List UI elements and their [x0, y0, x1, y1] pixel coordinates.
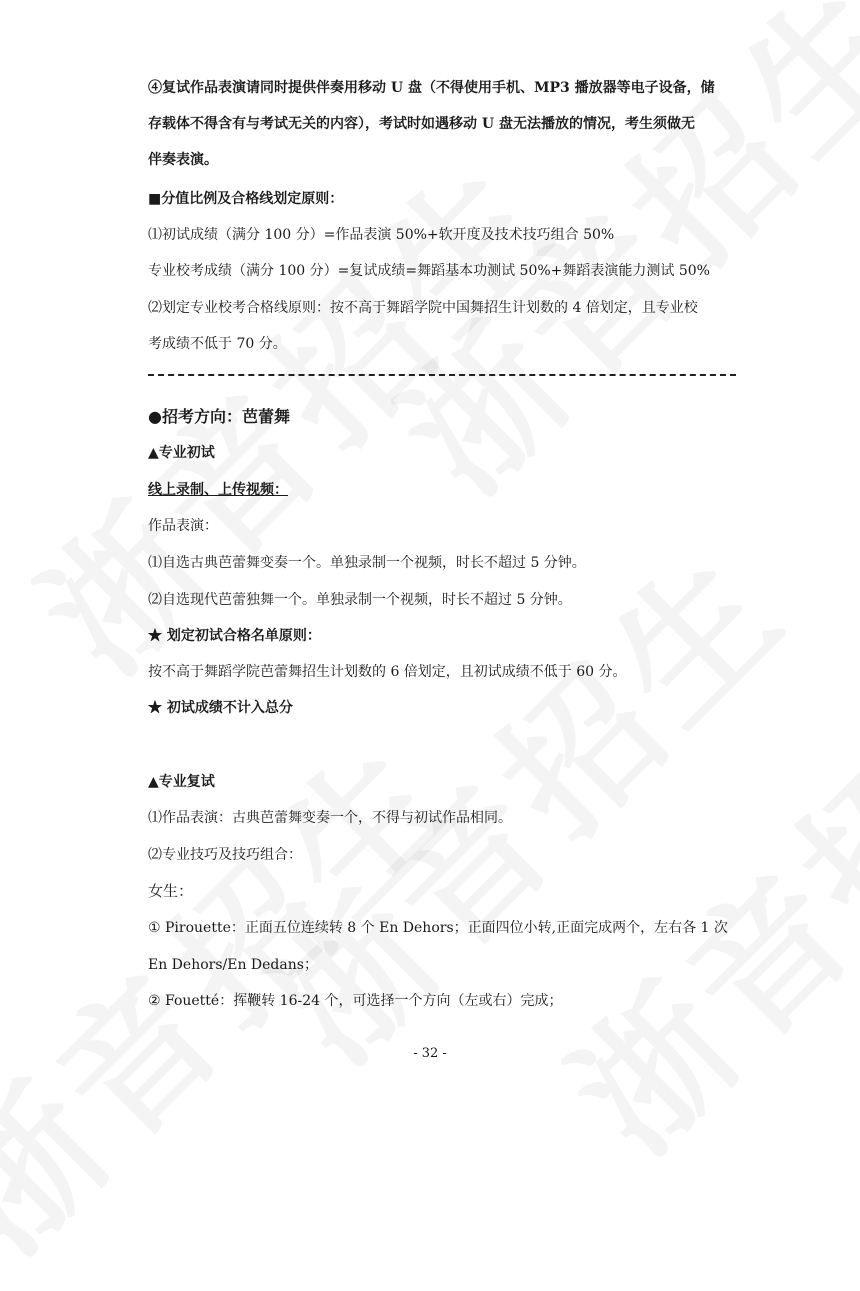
- dashed-divider: [148, 374, 736, 376]
- paragraph-line: 存载体不得含有与考试无关的内容），考试时如遇移动 U 盘无法播放的情况，考生须做无: [148, 116, 695, 132]
- paragraph-line: 女生：: [148, 882, 194, 900]
- paragraph-line: ⑵自选现代芭蕾独舞一个。单独录制一个视频，时长不超过 5 分钟。: [148, 592, 572, 608]
- paragraph-line: 考成绩不低于 70 分。: [148, 336, 287, 352]
- paragraph-line: 专业校考成绩（满分 100 分）=复试成绩=舞蹈基本功测试 50%+舞蹈表演能力测试 50%: [148, 263, 710, 279]
- paragraph-line: ⑴自选古典芭蕾舞变奏一个。单独录制一个视频，时长不超过 5 分钟。: [148, 555, 586, 571]
- subsection-heading: ▲专业复试: [148, 774, 215, 790]
- subsection-heading: ★ 划定初试合格名单原则：: [148, 628, 321, 644]
- paragraph-line: 按不高于舞蹈学院芭蕾舞招生计划数的 6 倍划定，且初试成绩不低于 60 分。: [148, 664, 627, 680]
- paragraph-line: ④复试作品表演请同时提供伴奏用移动 U 盘（不得使用手机、MP3 播放器等电子设备，储: [148, 80, 715, 96]
- paragraph-line: ② Fouetté：挥鞭转 16-24 个，可选择一个方向（左或右）完成；: [148, 993, 563, 1009]
- paragraph-line: ⑴作品表演：古典芭蕾舞变奏一个，不得与初试作品相同。: [148, 810, 512, 826]
- paragraph-line: ① Pirouette：正面五位连续转 8 个 En Dehors；正面四位小转,正面完成两个，左右各 1 次: [148, 920, 728, 936]
- page-number: - 32 -: [413, 1046, 447, 1061]
- section-heading: ●招考方向：芭蕾舞: [148, 407, 290, 426]
- subsection-heading: ★ 初试成绩不计入总分: [148, 700, 293, 716]
- section-heading: ■分值比例及合格线划定原则：: [148, 191, 344, 207]
- paragraph-line: En Dehors/En Dedans；: [148, 957, 318, 973]
- paragraph-line: 伴奏表演。: [148, 152, 218, 168]
- paragraph-line: ⑵专业技巧及技巧组合：: [148, 847, 302, 863]
- paragraph-line: 作品表演：: [148, 518, 218, 534]
- paragraph-line: ⑴初试成绩（满分 100 分）=作品表演 50%+软开度及技术技巧组合 50%: [148, 227, 615, 243]
- subsection-heading: 线上录制、上传视频：: [148, 482, 288, 498]
- watermark: [0, 685, 493, 1290]
- paragraph-line: ⑵划定专业校考合格线原则：按不高于舞蹈学院中国舞招生计划数的 4 倍划定，且专业校: [148, 300, 698, 316]
- subsection-heading: ▲专业初试: [148, 445, 215, 461]
